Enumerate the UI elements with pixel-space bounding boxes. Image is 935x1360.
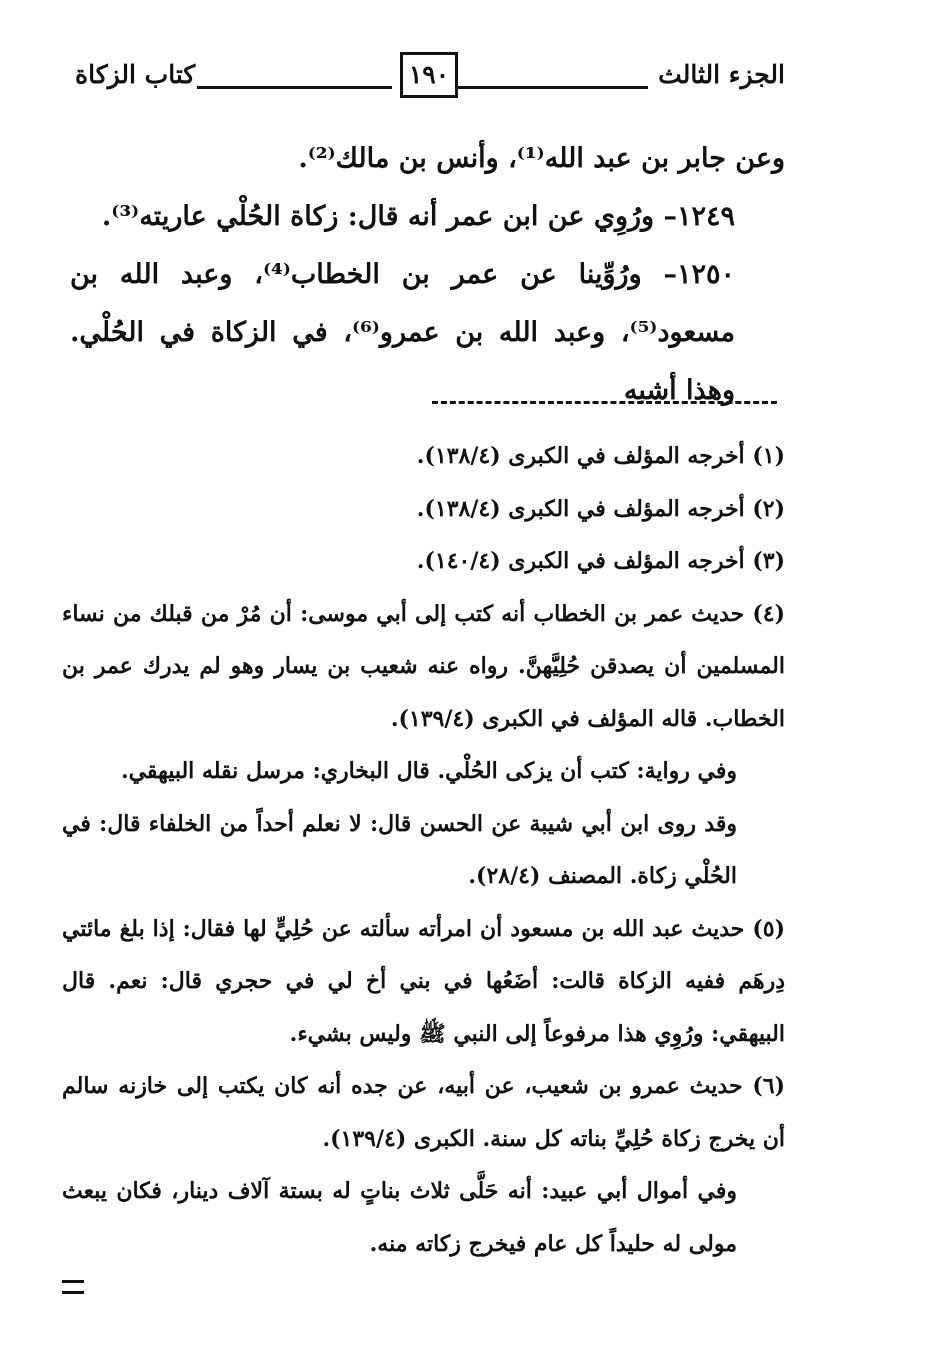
footnote-6: (٦) حديث عمرو بن شعيب، عن أبيه، عن جده أنه كان يكتب إلى خازنه سالم أن يخرج زكاة حُلِيِّ بناته كل سنة. الكبرى (١٣٩/٤).	[62, 1073, 785, 1152]
chapter-title: كتاب الزكاة	[75, 60, 196, 89]
narration-1250: ١٢٥٠– ورُوِّينا عن عمر بن الخطاب⁽⁴⁾، وعبد الله بن مسعود⁽⁵⁾، وعبد الله بن عمرو⁽⁶⁾، في الزكاة في الحُلْي. وهذا أشبه	[70, 259, 736, 406]
main-line-1: وعن جابر بن عبد الله⁽¹⁾، وأنس بن مالك⁽²⁾.	[298, 143, 785, 174]
page-number-box: ١٩٠	[400, 52, 458, 98]
footnote-separator	[432, 401, 777, 404]
footnotes	[62, 430, 785, 1270]
page-header	[75, 52, 785, 102]
narration-1249: ١٢٤٩– ورُوِي عن ابن عمر أنه قال: زكاة الحُلْي عاريته⁽³⁾.	[101, 201, 735, 232]
main-text	[70, 130, 785, 420]
footnote-3: (٣) أخرجه المؤلف في الكبرى (١٤٠/٤).	[416, 548, 785, 574]
continuation-mark	[62, 1280, 84, 1294]
footnote-5: (٥) حديث عبد الله بن مسعود أن امرأته سألته عن حُلِيٍّ لها فقال: إذا بلغ مائتي دِرهَم ففيه الزكاة قالت: أضَعُها في بني أخ لي في حجري قال: نعم. قال البيهقي: ورُوِي هذا مرفوعاً إلى النبي ﷺ وليس بشيء.	[62, 915, 785, 1047]
footnote-6-continuation: وفي أموال أبي عبيد: أنه حَلَّى ثلاث بناتٍ له بستة آلاف دينار، فكان يبعث مولى له حليداً كل عام فيخرج زكاته منه.	[62, 1178, 737, 1257]
footnote-4-continuation-1: وفي رواية: كتب أن يزكى الحُلْي. قال البخاري: مرسل نقله البيهقي.	[120, 758, 737, 784]
footnote-4: (٤) حديث عمر بن الخطاب أنه كتب إلى أبي موسى: أن مُرْ من قبلك من نساء المسلمين أن يصدقن حُلِيَّهنَّ. رواه عنه شعيب بن يسار وهو لم يدرك عمر بن الخطاب. قاله المؤلف في الكبرى (١٣٩/٤).	[62, 600, 785, 732]
footnote-4-continuation-2: وقد روى ابن أبي شيبة عن الحسن قال: لا نعلم أحداً من الخلفاء قال: في الحُلْي زكاة. المصنف (٢٨/٤).	[62, 810, 737, 889]
header-rule-left	[197, 86, 392, 89]
header-rule-right	[458, 86, 648, 89]
footnote-2: (٢) أخرجه المؤلف في الكبرى (١٣٨/٤).	[416, 495, 785, 522]
footnote-1: (١) أخرجه المؤلف في الكبرى (١٣٨/٤).	[416, 443, 785, 469]
volume-title: الجزء الثالث	[658, 60, 785, 89]
